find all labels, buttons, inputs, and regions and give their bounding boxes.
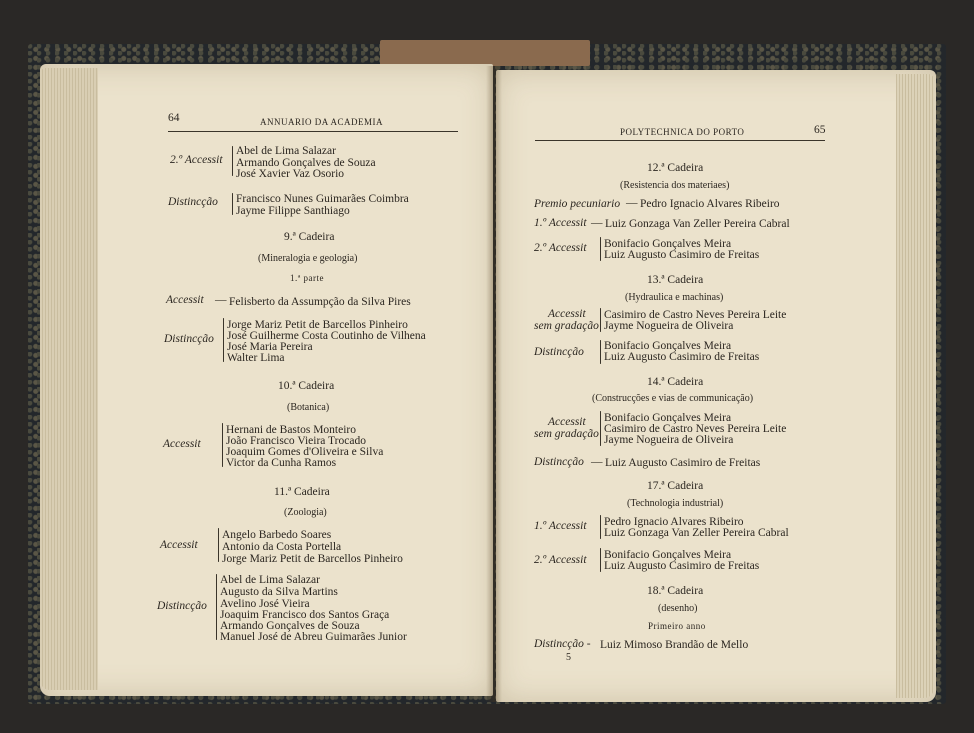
entry-label: sem gradação: [534, 320, 599, 332]
entry-label: Distincção: [164, 333, 214, 345]
section-title: 13.ª Cadeira: [647, 274, 704, 286]
name-line: Jorge Mariz Petit de Barcellos Pinheiro: [227, 319, 408, 331]
name-line: Bonifacio Gonçalves Meira: [604, 238, 732, 250]
name-line: Jayme Nogueira de Oliveira: [604, 320, 734, 332]
book-gutter: [486, 66, 502, 702]
book-spine: [380, 40, 590, 66]
section-title: 9.ª Cadeira: [284, 231, 335, 243]
section-title: 11.ª Cadeira: [274, 486, 330, 498]
name-line: Jayme Filippe Santhiago: [236, 205, 350, 217]
section-subject: (Technologia industrial): [627, 498, 724, 509]
name-line: Abel de Lima Salazar: [236, 145, 336, 157]
name-line: Luiz Gonzaga Van Zeller Pereira Cabral: [604, 527, 789, 539]
name-line: Manuel José de Abreu Guimarães Junior: [220, 631, 407, 643]
section-subject: (desenho): [658, 603, 698, 614]
name-line: Casimiro de Castro Neves Pereira Leite: [604, 309, 787, 321]
dash: —: [591, 456, 603, 468]
entry-label: Accessit: [166, 294, 204, 306]
section-title: 14.ª Cadeira: [647, 376, 704, 388]
entry-label: Accessit: [160, 539, 198, 551]
dash: —: [215, 294, 227, 306]
entry-label: Accessit: [548, 416, 586, 428]
running-head: POLYTECHNICA DO PORTO: [620, 127, 745, 137]
dash: —: [626, 197, 638, 209]
name-line: José Maria Pereira: [227, 341, 313, 353]
signature-mark: 5: [566, 652, 571, 663]
brace: [223, 318, 224, 362]
brace: [600, 411, 601, 446]
name-line: Victor da Cunha Ramos: [226, 457, 337, 469]
name-line: Luiz Gonzaga Van Zeller Pereira Cabral: [605, 218, 790, 230]
name-line: Bonifacio Gonçalves Meira: [604, 340, 732, 352]
entry-label: Distincção: [168, 196, 218, 208]
name-line: Armando Gonçalves de Souza: [236, 157, 376, 169]
page-number: 64: [168, 112, 180, 124]
name-line: Luiz Augusto Casimiro de Freitas: [604, 351, 760, 363]
name-line: Jorge Mariz Petit de Barcellos Pinheiro: [222, 553, 403, 565]
entry-label: Distincção: [534, 346, 584, 358]
section-subject: (Hydraulica e machinas): [625, 292, 724, 303]
brace: [222, 423, 223, 467]
name-line: Abel de Lima Salazar: [220, 574, 320, 586]
entry-label: 1.º Accessit: [534, 520, 587, 532]
entry-label: 2.º Accessit: [534, 554, 587, 566]
entry-label: Distincção: [534, 456, 584, 468]
entry-label: 1.º Accessit: [534, 217, 587, 229]
name-line: Avelino José Vieira: [220, 598, 310, 610]
entry-label: 2.º Accessit: [170, 154, 223, 166]
running-head: ANNUARIO DA ACADEMIA: [260, 117, 384, 127]
entry-label: Premio pecuniario: [534, 198, 621, 210]
section-subject: (Mineralogia e geologia): [258, 253, 358, 264]
name-line: João Francisco Vieira Trocado: [226, 435, 366, 447]
entry-label: Distincção -: [534, 638, 591, 650]
name-line: Walter Lima: [227, 352, 285, 364]
brace: [232, 146, 233, 176]
section-subject: (Construcções e vias de communicação): [592, 393, 754, 404]
entry-label: Accessit: [548, 308, 586, 320]
name-line: Pedro Ignacio Alvares Ribeiro: [604, 516, 744, 528]
entry-label: Accessit: [163, 438, 201, 450]
section-subject: (Zoologia): [284, 507, 327, 518]
header-rule: [535, 140, 825, 141]
section-title: 17.ª Cadeira: [647, 480, 704, 492]
section-subject: (Resistencia dos materiaes): [620, 180, 730, 191]
right-page: [496, 70, 936, 702]
section-title: 10.ª Cadeira: [278, 380, 335, 392]
brace: [600, 308, 601, 332]
header-rule: [168, 131, 458, 132]
name-line: Bonifacio Gonçalves Meira: [604, 412, 732, 424]
section-part: 1.ª parte: [290, 273, 324, 283]
name-line: Jayme Nogueira de Oliveira: [604, 434, 734, 446]
name-line: Luiz Augusto Casimiro de Freitas: [604, 249, 760, 261]
name-line: Luiz Augusto Casimiro de Freitas: [604, 560, 760, 572]
left-page-edges: [40, 68, 98, 690]
brace: [600, 515, 601, 539]
brace: [600, 548, 601, 572]
name-line: Luiz Augusto Casimiro de Freitas: [605, 457, 761, 469]
section-year: Primeiro anno: [648, 621, 706, 631]
brace: [600, 237, 601, 261]
dash: —: [591, 217, 603, 229]
name-line: Francisco Nunes Guimarães Coimbra: [236, 193, 409, 205]
section-title: 18.ª Cadeira: [647, 585, 704, 597]
right-page-edges: [896, 74, 934, 698]
brace: [232, 193, 233, 215]
name-line: Felisberto da Assumpção da Silva Pires: [229, 296, 411, 308]
name-line: José Xavier Vaz Osorio: [236, 168, 345, 180]
entry-label: sem gradação: [534, 428, 599, 440]
name-line: José Guilherme Costa Coutinho de Vilhena: [227, 330, 426, 342]
name-line: Angelo Barbedo Soares: [222, 529, 332, 541]
name-line: Augusto da Silva Martins: [220, 586, 338, 598]
name-line: Joaquim Gomes d'Oliveira e Silva: [226, 446, 384, 458]
section-subject: (Botanica): [287, 402, 330, 413]
name-line: Armando Gonçalves de Souza: [220, 620, 360, 632]
name-line: Bonifacio Gonçalves Meira: [604, 549, 732, 561]
entry-label: Distincção: [157, 600, 207, 612]
page-number: 65: [814, 124, 826, 136]
brace: [600, 340, 601, 364]
brace: [216, 574, 217, 640]
entry-label: 2.º Accessit: [534, 242, 587, 254]
name-line: Antonio da Costa Portella: [222, 541, 342, 553]
section-title: 12.ª Cadeira: [647, 162, 704, 174]
name-line: Pedro Ignacio Alvares Ribeiro: [640, 198, 780, 210]
name-line: Joaquim Francisco dos Santos Graça: [220, 609, 390, 621]
brace: [218, 528, 219, 562]
name-line: Luiz Mimoso Brandão de Mello: [600, 639, 749, 651]
name-line: Casimiro de Castro Neves Pereira Leite: [604, 423, 787, 435]
name-line: Hernani de Bastos Monteiro: [226, 424, 356, 436]
